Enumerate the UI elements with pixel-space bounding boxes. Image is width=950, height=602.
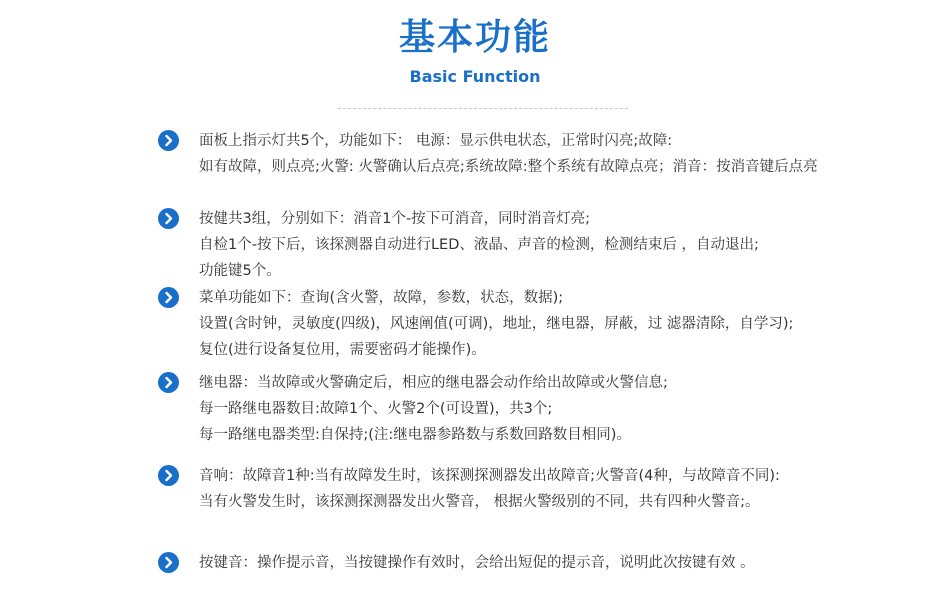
section-line: 复位(进行设备复位用，需要密码才能操作)。	[199, 342, 486, 358]
chevron-right-icon	[158, 372, 179, 393]
section-line: 设置(含时钟，灵敏度(四级)，风速阐值(可调)，地址，继电器，屏蔽，过 滤器清除，自学习);	[199, 316, 794, 332]
title-divider	[338, 108, 628, 109]
section-line: 每一路继电器类型:自保持;(注:继电器参路数与系数回路数目相同)。	[199, 427, 631, 443]
chevron-right-icon	[158, 552, 179, 573]
chevron-right-icon	[158, 208, 179, 229]
page-title: 基本功能	[398, 17, 551, 58]
section-line: 按键音：操作提示音，当按键操作有效时，会给出短促的提示音，说明此次按键有效 。	[199, 555, 755, 571]
chevron-right-icon	[158, 287, 179, 308]
section-line: 每一路继电器数目:故障1个、火警2个(可设置)，共3个;	[199, 401, 553, 417]
section-line: 面板上指示灯共5个，功能如下： 电源：显示供电状态，正常时闪亮;故障:	[199, 133, 673, 149]
section-line: 按健共3组，分别如下：消音1个-按下可消音，同时消音灯亮;	[199, 211, 591, 227]
section-line: 音响：故障音1种:当有故障发生时，该探测探测器发出故障音;火警音(4种，与故障音不同):	[199, 468, 780, 484]
section-line: 功能键5个。	[199, 263, 281, 279]
section-line: 继电器：当故障或火警确定后，相应的继电器会动作给出故障或火警信息;	[199, 375, 668, 391]
section-line: 自检1个-按下后，该探测器自动进行LED、液晶、声音的检测，检测结束后 ，自动退出;	[199, 237, 759, 253]
chevron-right-icon	[158, 465, 179, 486]
section-line: 菜单功能如下：查询(含火警，故障，参数，状态，数据);	[199, 290, 564, 306]
section-line: 如有故障，则点亮;火警: 火警确认后点亮;系统故障:整个系统有故障点亮；消音：按消音键后点亮	[199, 159, 818, 175]
page-subtitle: Basic Function	[409, 67, 541, 86]
chevron-right-icon	[158, 130, 179, 151]
section-line: 当有火警发生时，该探测探测器发出火警音， 根据火警级别的不同，共有四种火警音;。	[199, 494, 760, 510]
